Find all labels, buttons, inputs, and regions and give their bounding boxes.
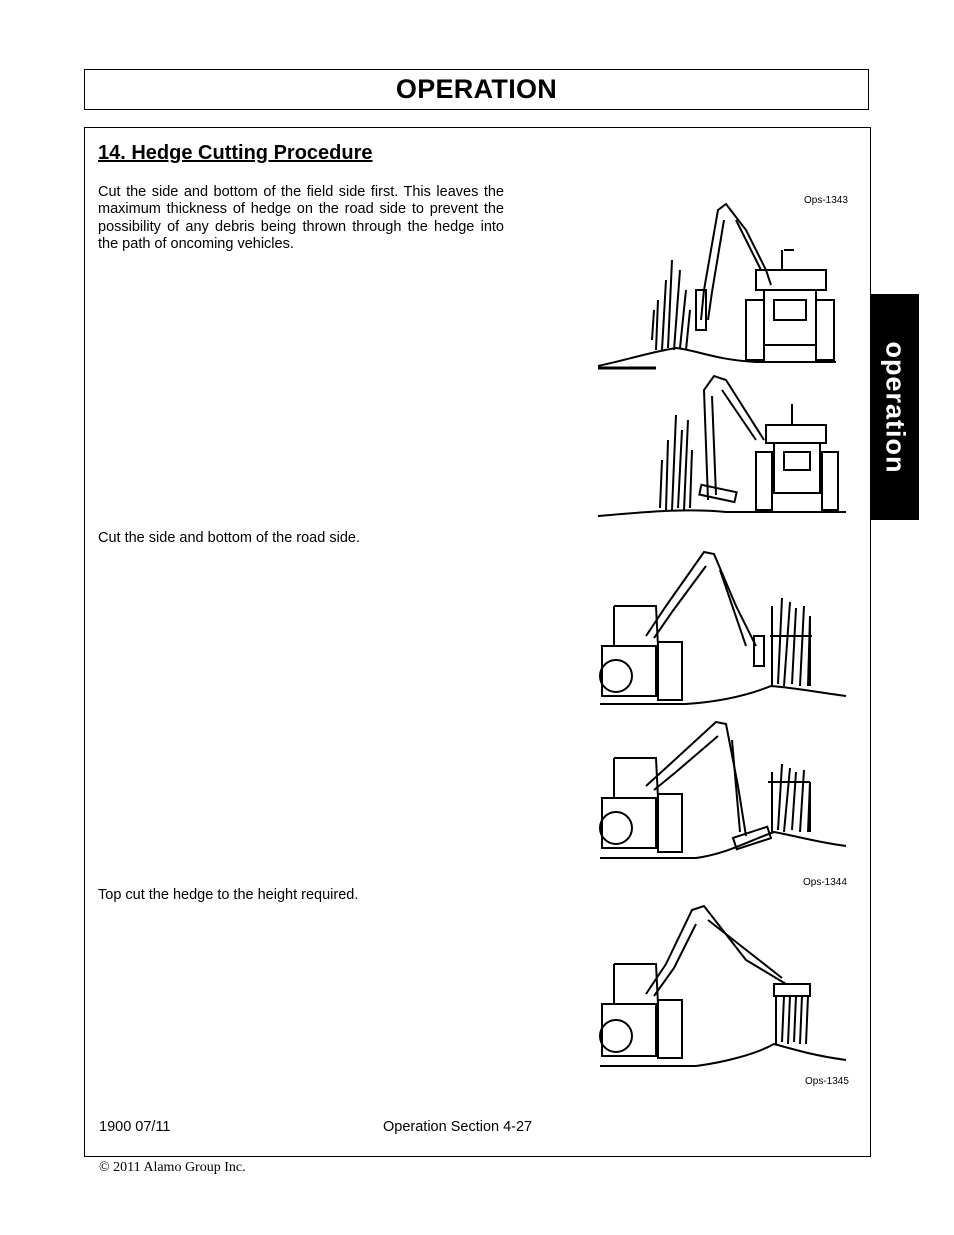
figure-label-3: Ops-1345 (805, 1076, 849, 1087)
paragraph-top-cut: Top cut the hedge to the height required. (98, 887, 359, 903)
paragraph-field-side: Cut the side and bottom of the field side first. This leaves the maximum thickness of hedge on the road side to prevent the possibility of any debris being thrown through the hedge into the path of oncoming vehicles. (98, 184, 504, 252)
figure-label-1: Ops-1343 (804, 195, 848, 206)
figure-field-side-cut (596, 190, 856, 522)
page-title: OPERATION (395, 74, 558, 104)
side-tab-label: operation (880, 340, 911, 474)
paragraph-road-side: Cut the side and bottom of the road side. (98, 530, 360, 546)
section-title: 14. Hedge Cutting Procedure (98, 142, 373, 164)
figure-road-side-cut (596, 546, 856, 891)
figure-label-2: Ops-1344 (803, 877, 847, 888)
figure-top-cut (596, 900, 856, 1090)
copyright: © 2011 Alamo Group Inc. (99, 1160, 246, 1175)
footer-section-page: Operation Section 4-27 (383, 1119, 533, 1135)
side-tab (870, 294, 919, 520)
page-header (84, 69, 869, 110)
footer-model-date: 1900 07/11 (99, 1119, 171, 1135)
